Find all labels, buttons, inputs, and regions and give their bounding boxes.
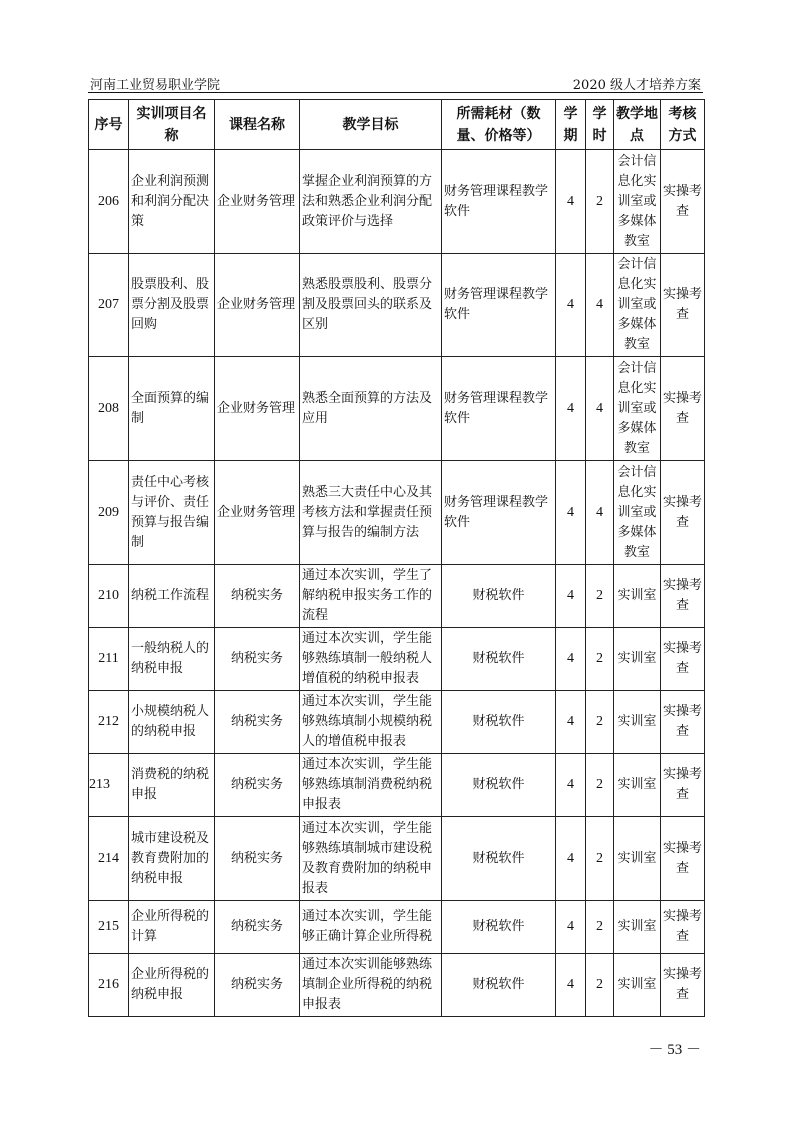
- cell-assessment: 实操考查: [661, 565, 705, 628]
- cell-course: 企业财务管理: [215, 150, 300, 254]
- header-institution: 河南工业贸易职业学院: [90, 78, 221, 93]
- cell-goal: 熟悉股票股利、股票分割及股票回头的联系及区别: [300, 254, 442, 357]
- cell-location: 会计信息化实训室或多媒体教室: [614, 150, 661, 254]
- cell-location: 实训室: [614, 628, 661, 691]
- cell-location: 实训室: [614, 954, 661, 1017]
- cell-term: 4: [556, 254, 586, 357]
- cell-term: 4: [556, 628, 586, 691]
- cell-item: 消费税的纳税申报: [129, 754, 215, 817]
- cell-location: 会计信息化实训室或多媒体教室: [614, 461, 661, 565]
- cell-seq: 212: [89, 691, 129, 754]
- table-row: [89, 817, 705, 901]
- header-divider: [88, 92, 703, 93]
- cell-item: 企业所得税的纳税申报: [129, 954, 215, 1017]
- table-row: [89, 565, 705, 628]
- cell-course: 纳税实务: [215, 754, 300, 817]
- cell-materials: 财税软件: [442, 817, 556, 901]
- cell-goal: 通过本次实训，学生能够熟练填制小规模纳税人的增值税申报表: [300, 691, 442, 754]
- cell-hours: 4: [586, 357, 614, 461]
- cell-materials: 财税软件: [442, 565, 556, 628]
- cell-term: 4: [556, 901, 586, 954]
- cell-term: 4: [556, 150, 586, 254]
- cell-assessment: 实操考查: [661, 628, 705, 691]
- cell-goal: 熟悉三大责任中心及其考核方法和掌握责任预算与报告的编制方法: [300, 461, 442, 565]
- header-term: 学期: [556, 100, 586, 150]
- cell-materials: 财税软件: [442, 901, 556, 954]
- cell-assessment: 实操考查: [661, 901, 705, 954]
- cell-goal: 通过本次实训，学生能够正确计算企业所得税: [300, 901, 442, 954]
- cell-hours: 2: [586, 754, 614, 817]
- cell-assessment: 实操考查: [661, 817, 705, 901]
- cell-seq: 210: [89, 565, 129, 628]
- cell-item: 股票股利、股票分割及股票回购: [129, 254, 215, 357]
- cell-course: 纳税实务: [215, 817, 300, 901]
- cell-goal: 熟悉全面预算的方法及应用: [300, 357, 442, 461]
- cell-course: 企业财务管理: [215, 357, 300, 461]
- cell-item: 小规模纳税人的纳税申报: [129, 691, 215, 754]
- cell-item: 企业所得税的计算: [129, 901, 215, 954]
- table-row: [89, 628, 705, 691]
- cell-term: 4: [556, 357, 586, 461]
- cell-term: 4: [556, 754, 586, 817]
- cell-assessment: 实操考查: [661, 691, 705, 754]
- cell-location: 实训室: [614, 565, 661, 628]
- cell-course: 纳税实务: [215, 691, 300, 754]
- cell-hours: 4: [586, 254, 614, 357]
- cell-term: 4: [556, 461, 586, 565]
- table-row: [89, 357, 705, 461]
- cell-seq: 208: [89, 357, 129, 461]
- cell-materials: 财税软件: [442, 628, 556, 691]
- cell-materials: 财务管理课程教学软件: [442, 461, 556, 565]
- training-table: [88, 99, 705, 1017]
- header-materials: 所需耗材（数量、价格等）: [442, 100, 556, 150]
- cell-assessment: 实操考查: [661, 150, 705, 254]
- cell-item: 城市建设税及教育费附加的纳税申报: [129, 817, 215, 901]
- cell-hours: 2: [586, 954, 614, 1017]
- cell-seq: 209: [89, 461, 129, 565]
- table-row: [89, 691, 705, 754]
- cell-course: 纳税实务: [215, 901, 300, 954]
- cell-course: 企业财务管理: [215, 461, 300, 565]
- header-hours: 学时: [586, 100, 614, 150]
- cell-term: 4: [556, 954, 586, 1017]
- cell-assessment: 实操考查: [661, 954, 705, 1017]
- header-seq: 序号: [89, 100, 129, 150]
- header-program: 2020 级人才培养方案: [572, 78, 701, 93]
- table-row: [89, 954, 705, 1017]
- cell-goal: 通过本次实训，学生了解纳税申报实务工作的流程: [300, 565, 442, 628]
- cell-assessment: 实操考查: [661, 461, 705, 565]
- cell-materials: 财务管理课程教学软件: [442, 254, 556, 357]
- table-row: [89, 254, 705, 357]
- cell-goal: 通过本次实训，学生能够熟练填制城市建设税及教育费附加的纳税申报表: [300, 817, 442, 901]
- table-header-row: [89, 100, 705, 150]
- cell-seq: 215: [89, 901, 129, 954]
- cell-hours: 2: [586, 565, 614, 628]
- cell-materials: 财务管理课程教学软件: [442, 150, 556, 254]
- cell-seq: 213: [89, 754, 129, 817]
- page-number: － 53 －: [648, 1042, 701, 1058]
- cell-hours: 2: [586, 691, 614, 754]
- cell-materials: 财税软件: [442, 954, 556, 1017]
- cell-hours: 2: [586, 901, 614, 954]
- header-goal: 教学目标: [300, 100, 442, 150]
- cell-assessment: 实操考查: [661, 754, 705, 817]
- cell-course: 企业财务管理: [215, 254, 300, 357]
- cell-term: 4: [556, 565, 586, 628]
- table-row: [89, 754, 705, 817]
- cell-seq: 216: [89, 954, 129, 1017]
- cell-goal: 通过本次实训能够熟练填制企业所得税的纳税申报表: [300, 954, 442, 1017]
- table-row: [89, 150, 705, 254]
- cell-goal: 通过本次实训，学生能够熟练填制一般纳税人增值税的纳税申报表: [300, 628, 442, 691]
- header-assessment: 考核方式: [661, 100, 705, 150]
- cell-seq: 211: [89, 628, 129, 691]
- table-row: [89, 461, 705, 565]
- cell-item: 责任中心考核与评价、责任预算与报告编制: [129, 461, 215, 565]
- cell-seq: 214: [89, 817, 129, 901]
- cell-item: 企业利润预测和利润分配决策: [129, 150, 215, 254]
- header-location: 教学地点: [614, 100, 661, 150]
- cell-item: 纳税工作流程: [129, 565, 215, 628]
- header-course: 课程名称: [215, 100, 300, 150]
- cell-hours: 2: [586, 150, 614, 254]
- cell-item: 全面预算的编制: [129, 357, 215, 461]
- cell-course: 纳税实务: [215, 565, 300, 628]
- cell-location: 实训室: [614, 901, 661, 954]
- cell-goal: 掌握企业利润预算的方法和熟悉企业利润分配政策评价与选择: [300, 150, 442, 254]
- cell-term: 4: [556, 691, 586, 754]
- cell-hours: 4: [586, 461, 614, 565]
- cell-hours: 2: [586, 628, 614, 691]
- cell-course: 纳税实务: [215, 954, 300, 1017]
- cell-term: 4: [556, 817, 586, 901]
- cell-location: 实训室: [614, 754, 661, 817]
- cell-seq: 206: [89, 150, 129, 254]
- cell-course: 纳税实务: [215, 628, 300, 691]
- cell-hours: 2: [586, 817, 614, 901]
- cell-location: 实训室: [614, 691, 661, 754]
- cell-materials: 财务管理课程教学软件: [442, 357, 556, 461]
- cell-assessment: 实操考查: [661, 254, 705, 357]
- cell-location: 实训室: [614, 817, 661, 901]
- header-item: 实训项目名称: [129, 100, 215, 150]
- table-row: [89, 901, 705, 954]
- cell-materials: 财税软件: [442, 691, 556, 754]
- cell-location: 会计信息化实训室或多媒体教室: [614, 357, 661, 461]
- cell-item: 一般纳税人的纳税申报: [129, 628, 215, 691]
- cell-materials: 财税软件: [442, 754, 556, 817]
- cell-seq: 207: [89, 254, 129, 357]
- cell-assessment: 实操考查: [661, 357, 705, 461]
- cell-location: 会计信息化实训室或多媒体教室: [614, 254, 661, 357]
- cell-goal: 通过本次实训，学生能够熟练填制消费税纳税申报表: [300, 754, 442, 817]
